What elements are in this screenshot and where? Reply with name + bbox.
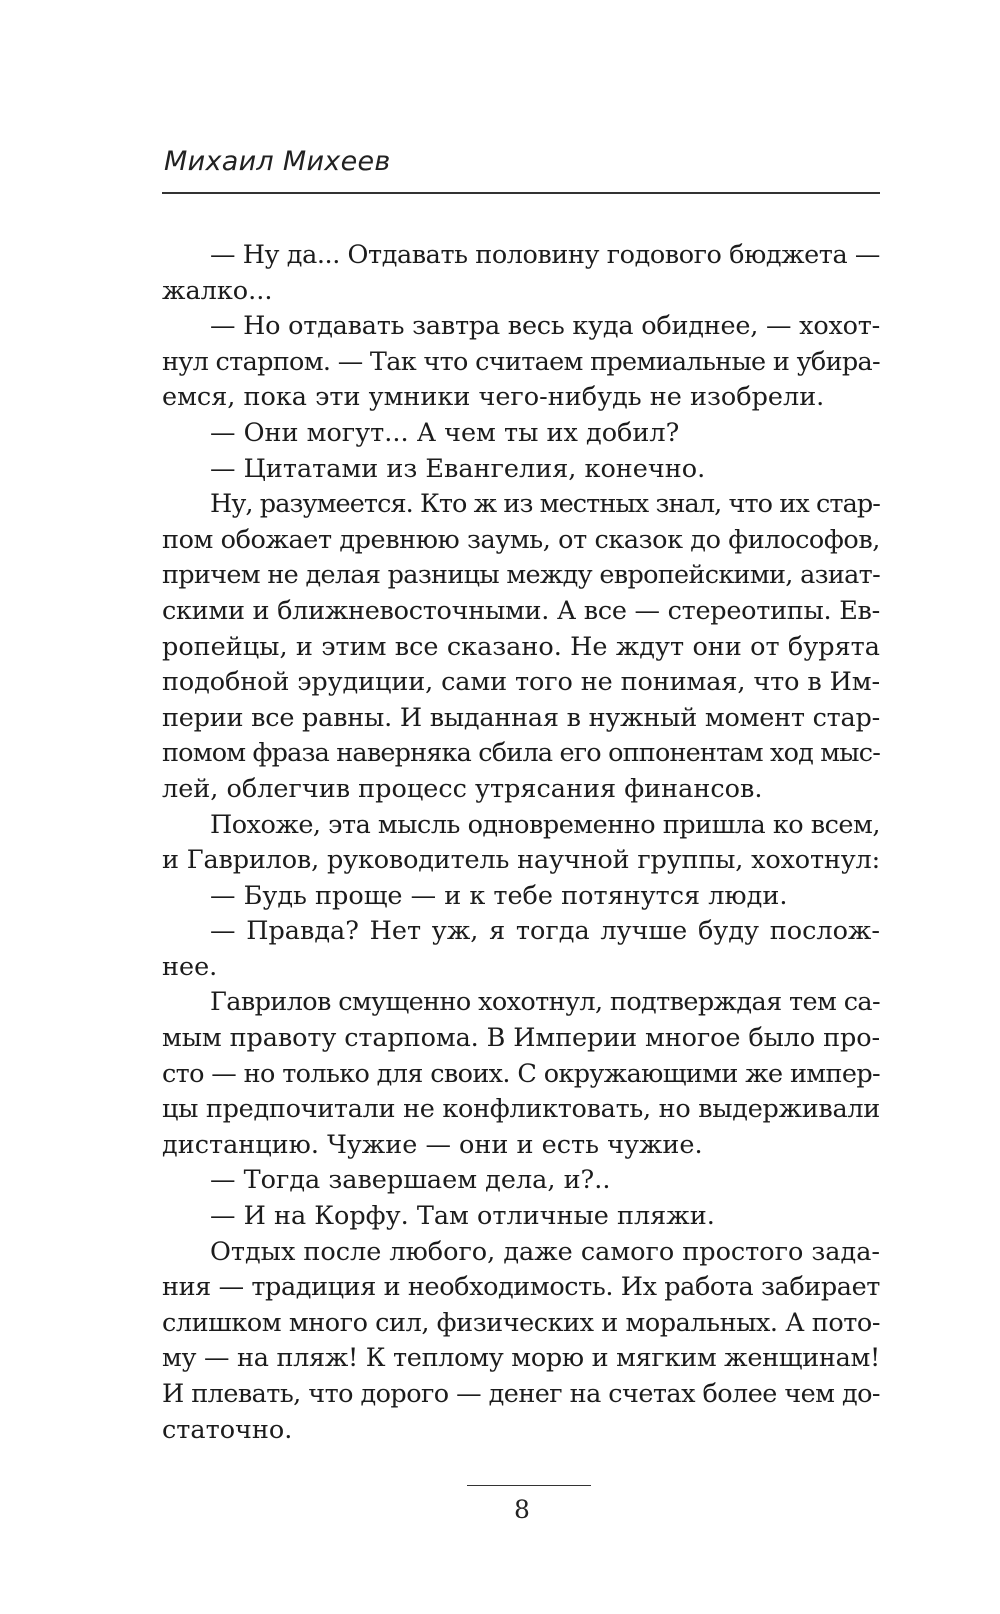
header-rule (162, 192, 880, 194)
text-line: — Ну да... Отдавать половину годового бюджета — (210, 240, 880, 270)
text-line: перии все равны. И выданная в нужный момент стар- (162, 702, 880, 733)
text-line: нул старпом. — Так что считаем премиальные и убира- (162, 346, 880, 377)
text-line: — Правда? Нет уж, я тогда лучше буду послож- (210, 916, 880, 947)
text-line: слишком много сил, физических и моральных. А пото- (162, 1307, 880, 1338)
text-line: — И на Корфу. Там отличные пляжи. (210, 1201, 715, 1232)
text-line: И плевать, что дорого — денег на счетах более чем до- (162, 1379, 880, 1409)
text-line: — Они могут... А чем ты их добил? (210, 417, 680, 448)
text-line: статочно. (162, 1414, 293, 1445)
text-line: мым правоту старпома. В Империи многое было про- (162, 1023, 880, 1054)
page-number: 8 (514, 1495, 530, 1524)
text-line: пом обожает древнюю заумь, от сказок до философов, (162, 524, 880, 555)
text-line: лей, облегчив процесс утрясания финансов. (162, 773, 763, 804)
text-line: подобной эрудиции, сами того не понимая, что в Им- (162, 667, 880, 698)
text-line: емся, пока эти умники чего-нибудь не изобрели. (162, 382, 825, 413)
text-line: Гаврилов смущенно хохотнул, подтверждая тем са- (210, 987, 880, 1018)
text-line: — Тогда завершаем дела, и?.. (210, 1165, 611, 1196)
text-line: сто — но только для своих. С окружающими же импер- (162, 1058, 880, 1089)
text-line: причем не делая разницы между европейскими, азиат- (162, 560, 880, 591)
text-line: нее. (162, 951, 218, 982)
text-line: му — на пляж! К теплому морю и мягким женщинам! (162, 1343, 880, 1374)
text-line: дистанцию. Чужие — они и есть чужие. (162, 1129, 703, 1160)
body-text (162, 238, 880, 1448)
text-line: — Цитатами из Евангелия, конечно. (210, 453, 706, 484)
text-line: Ну, разумеется. Кто ж из местных знал, что их стар- (210, 489, 880, 520)
text-line: ропейцы, и этим все сказано. Не ждут они от бурята (162, 631, 880, 662)
text-line: скими и ближневосточными. А все — стереотипы. Ев- (162, 595, 880, 626)
text-line: Отдых после любого, даже самого простого зада- (210, 1236, 880, 1267)
running-head-author: Михаил Михеев (164, 146, 391, 177)
footer-rule (467, 1485, 591, 1486)
text-line: Похоже, эта мысль одновременно пришла ко всем, (210, 809, 880, 840)
text-line: жалко... (162, 275, 273, 306)
text-line: — Будь проще — и к тебе потянутся люди. (210, 880, 788, 911)
text-line: цы предпочитали не конфликтовать, но выдерживали (162, 1094, 880, 1125)
text-line: и Гаврилов, руководитель научной группы, хохотнул: (162, 845, 880, 876)
text-line: ния — традиция и необходимость. Их работа забирает (162, 1272, 880, 1303)
text-line: — Но отдавать завтра весь куда обиднее, — хохот- (210, 311, 880, 342)
text-line: помом фраза наверняка сбила его оппонентам ход мыс- (162, 738, 880, 769)
